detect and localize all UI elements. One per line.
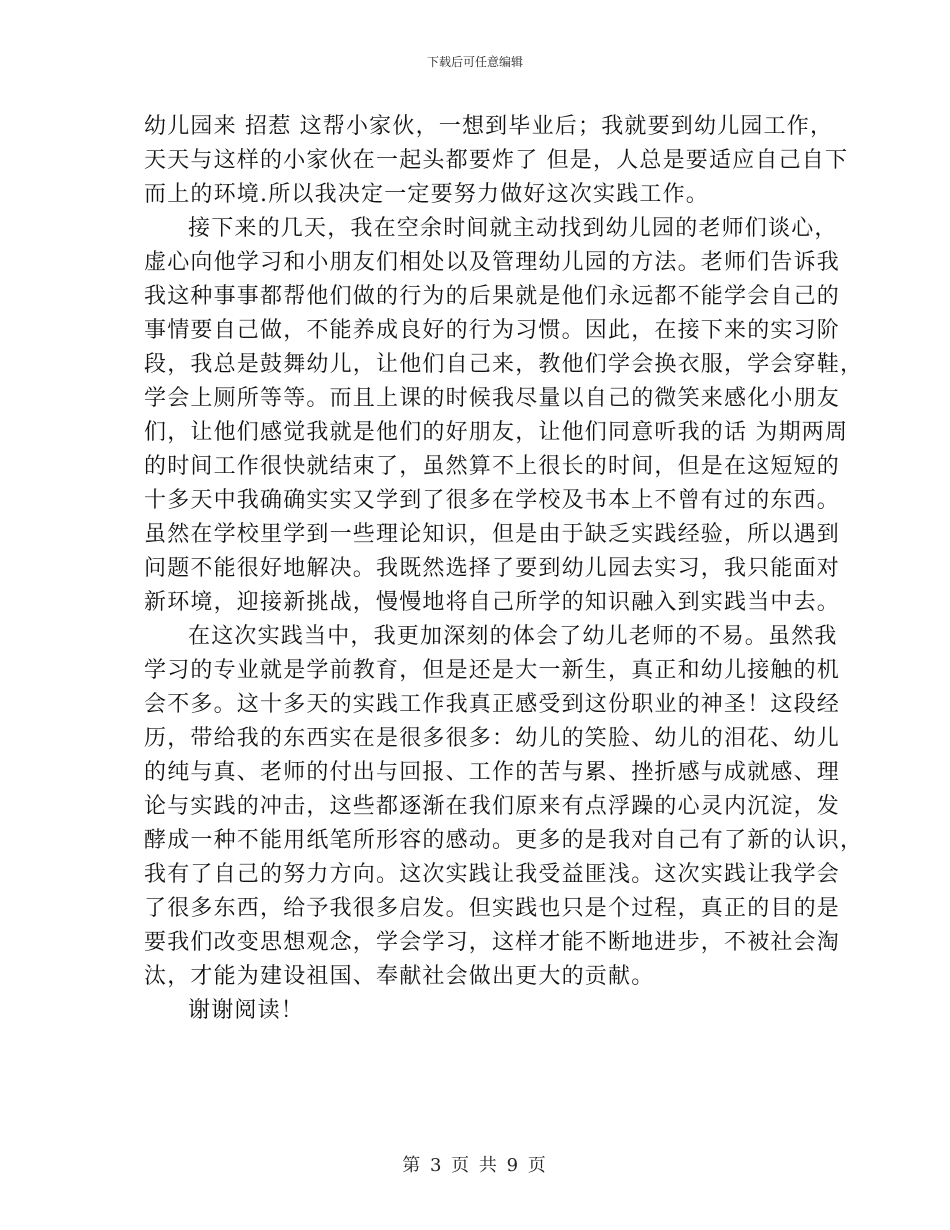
text-line: 汰，才能为建设祖国、奉献社会做出更大的贡献。 bbox=[144, 964, 655, 989]
text-line: 要我们改变思想观念，学会学习，这样才能不断地进步，不被社会淘 bbox=[144, 930, 841, 955]
text-line: 问题不能很好地解决。我既然选择了要到幼儿园去实习，我只能面对 bbox=[144, 556, 841, 581]
text-line: 天天与这样的小家伙在一起头都要炸了 但是，人总是要适应自己自下 bbox=[144, 148, 849, 173]
text-line: 论与实践的冲击，这些都逐渐在我们原来有点浮躁的心灵内沉淀，发 bbox=[144, 794, 841, 819]
text-line: 虚心向他学习和小朋友们相处以及管理幼儿园的方法。老师们告诉我 bbox=[144, 250, 841, 275]
text-line: 事情要自己做，不能养成良好的行为习惯。因此，在接下来的实习阶 bbox=[144, 318, 841, 343]
text-line: 的时间工作很快就结束了，虽然算不上很长的时间，但是在这短短的 bbox=[144, 454, 841, 479]
text-line: 我有了自己的努力方向。这次实践让我受益匪浅。这次实践让我学会 bbox=[144, 862, 841, 887]
text-line: 学会上厕所等等。而且上课的时候我尽量以自己的微笑来感化小朋友 bbox=[144, 386, 841, 411]
text-line: 们，让他们感觉我就是他们的好朋友，让他们同意听我的话 为期两周 bbox=[144, 420, 849, 445]
text-line: 会不多。这十多天的实践工作我真正感受到这份职业的神圣！这段经 bbox=[144, 692, 841, 717]
text-line: 虽然在学校里学到一些理论知识，但是由于缺乏实践经验，所以遇到 bbox=[144, 522, 841, 547]
text-line: 历，带给我的东西实在是很多很多：幼儿的笑脸、幼儿的泪花、幼儿 bbox=[144, 726, 841, 751]
text-line: 我这种事事都帮他们做的行为的后果就是他们永远都不能学会自己的 bbox=[144, 284, 841, 309]
text-line: 十多天中我确确实实又学到了很多在学校及书本上不曾有过的东西。 bbox=[144, 488, 841, 513]
body-text bbox=[144, 110, 864, 1028]
text-line: 了很多东西，给予我很多启发。但实践也只是个过程，真正的目的是 bbox=[144, 896, 841, 921]
page-footer: 第 3 页 共 9 页 bbox=[402, 1155, 548, 1176]
text-line: 新环境，迎接新挑战，慢慢地将自己所学的知识融入到实践当中去。 bbox=[144, 590, 841, 615]
text-line: 接下来的几天，我在空余时间就主动找到幼儿园的老师们谈心， bbox=[188, 216, 838, 241]
text-line: 谢谢阅读！ bbox=[188, 998, 305, 1023]
text-line: 在这次实践当中，我更加深刻的体会了幼儿老师的不易。虽然我 bbox=[188, 624, 838, 649]
page-header: 下载后可任意编辑 bbox=[426, 55, 523, 69]
text-line: 酵成一种不能用纸笔所形容的感动。更多的是我对自己有了新的认识， bbox=[144, 828, 864, 853]
text-line: 段，我总是鼓舞幼儿，让他们自己来，教他们学会换衣服，学会穿鞋， bbox=[144, 352, 864, 377]
text-line: 幼儿园来 招惹 这帮小家伙，一想到毕业后；我就要到幼儿园工作， bbox=[144, 114, 834, 139]
text-line: 而上的环境.所以我决定一定要努力做好这次实践工作。 bbox=[144, 182, 709, 207]
text-line: 学习的专业就是学前教育，但是还是大一新生，真正和幼儿接触的机 bbox=[144, 658, 841, 683]
text-line: 的纯与真、老师的付出与回报、工作的苦与累、挫折感与成就感、理 bbox=[144, 760, 841, 785]
